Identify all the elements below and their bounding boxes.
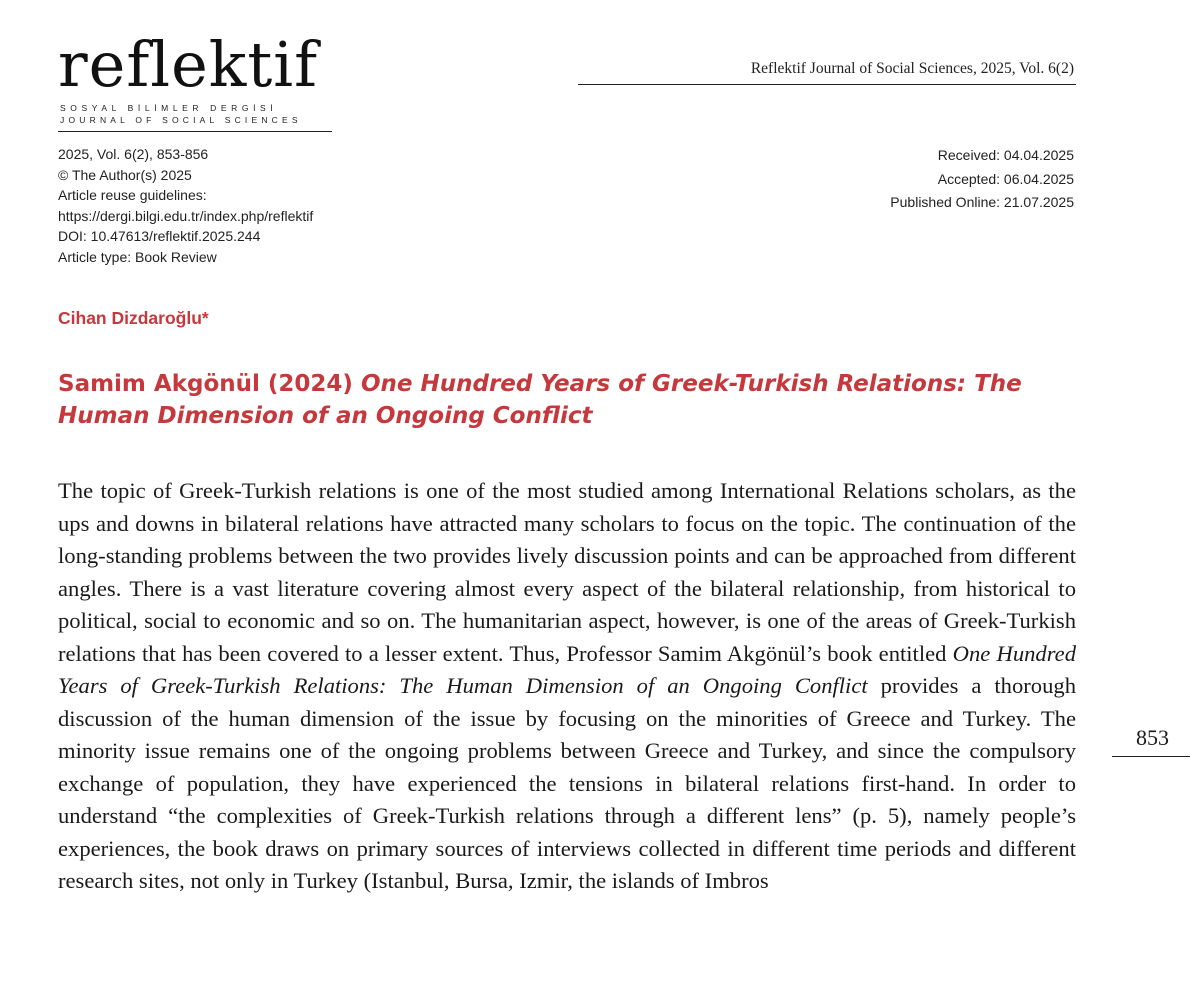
- body-paragraph: [58, 475, 1076, 898]
- body-text-part-2: provides a thorough discussion of the human dimension of the issue by focusing on the minorities of Greece and Turkey. The minority issue remains one of the ongoing problems between Greece and Turkey, and since the compulsory exchange of population, they have experienced the tensions in bilateral relations first-hand. In order to understand “the complexities of Greek-Turkish relations through a different lens” (p. 5), namely people’s experiences, the book draws on primary sources of interviews collected in different time periods and different research sites, not only in Turkey (Istanbul, Bursa, Izmir, the islands of Imbros: [58, 673, 1076, 893]
- copyright: © The Author(s) 2025: [58, 166, 192, 183]
- body-book-title: One Hundred Years of Greek-Turkish Relations: The Human Dimension of an Ongoing Conflict: [58, 640, 1076, 698]
- book-title: One Hundred Years of Greek-Turkish Relations: The Human Dimension of an Ongoing Conflict: [58, 371, 1022, 429]
- accepted-date: Accepted: 06.04.2025: [937, 170, 1074, 187]
- author-name: Cihan Dizdaroğlu*: [58, 308, 209, 328]
- journal-logo: reflektif: [58, 28, 319, 101]
- volume-info: 2025, Vol. 6(2), 853-856: [58, 146, 209, 162]
- header-divider: [578, 84, 1076, 85]
- title-prefix: Samim Akgönül (2024): [58, 371, 361, 397]
- article-title: [58, 368, 1098, 432]
- article-metadata: [58, 144, 313, 267]
- article-type: Article type: Book Review: [58, 248, 217, 265]
- doi[interactable]: DOI: 10.47613/reflektif.2025.244: [58, 228, 261, 244]
- journal-reference: Reflektif Journal of Social Sciences, 2025, Vol. 6(2): [750, 60, 1074, 77]
- page-number-underline: [1112, 756, 1190, 757]
- logo-subtitle-turkish: SOSYAL BİLİMLER DERGİSİ: [60, 103, 278, 113]
- article-dates: [890, 144, 1074, 215]
- page-number: 853: [1136, 725, 1169, 750]
- logo-divider: [58, 131, 332, 132]
- published-date: Published Online: 21.07.2025: [890, 194, 1074, 210]
- body-text-part-1: The topic of Greek-Turkish relations is one of the most studied among International Relations scholars, as the ups and downs in bilateral relations have attracted many scholars to focus on the topic. The continuation of the long-standing problems between the two provides lively discussion points and can be approached from different angles. There is a vast literature covering almost every aspect of the bilateral relationship, from historical to political, social to economic and so on. The humanitarian aspect, however, is one of the areas of Greek-Turkish relations that has been covered to a lesser extent. Thus, Professor Samim Akgönül’s book entitled: [58, 478, 1076, 666]
- reuse-label: Article reuse guidelines:: [58, 187, 207, 203]
- logo-subtitle-english: JOURNAL OF SOCIAL SCIENCES: [60, 115, 302, 125]
- received-date: Received: 04.04.2025: [937, 147, 1074, 163]
- reuse-link[interactable]: https://dergi.bilgi.edu.tr/index.php/reflektif: [58, 207, 314, 224]
